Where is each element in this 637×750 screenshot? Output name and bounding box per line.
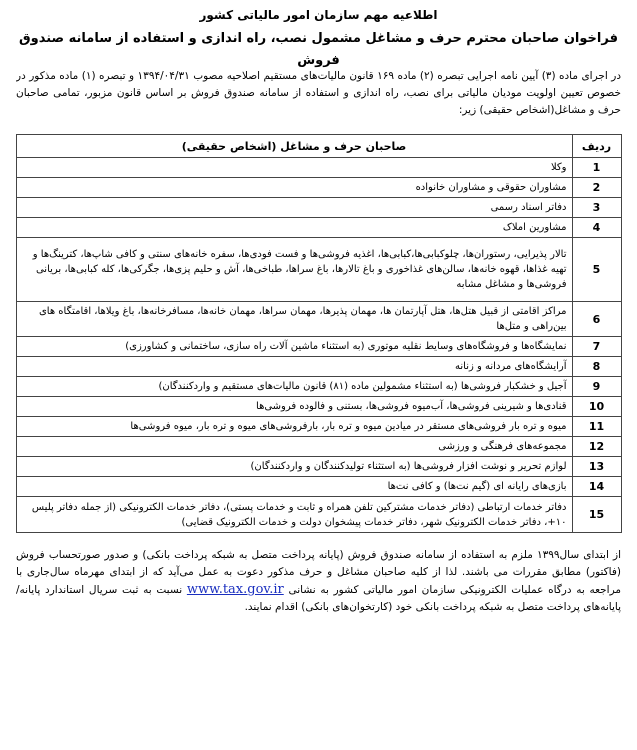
footer-paragraph: [16, 547, 621, 616]
table-row: [16, 497, 621, 533]
row-text: لوازم تحریر و نوشت افزار فروشی‌ها (به استثناء تولیدکنندگان و واردکنندگان): [16, 457, 572, 477]
footer-text-part1: از ابتدای سال۱۳۹۹ ملزم به استفاده از سامانه صندوق فروش (پایانه پرداخت متصل به شبکه پرداخت بانکی) و صدور صورتحساب فروش (فاکتور) مطابق مقررات می باشند. لذا از کلیه صاحبان مشاغل و حرف مذکور دعوت به عمل می‌آید که از ابتدای مهرماه سال‌جاری با مراجعه به درگاه عملیات الکترونیکی سازمان امور مالیاتی کشور به نشانی: [16, 549, 622, 596]
intro-paragraph: در اجرای ماده (۳) آیین نامه اجرایی تبصره (۲) ماده ۱۶۹ قانون مالیات‌های مستقیم اصلاحیه مصوب ۱۳۹۴/۰۴/۳۱ و تبصره (۱) ماده مذکور در خصوص تعیین اولویت مودیان مالیاتی برای نصب، راه اندازی و استفاده از سامانه صندوق فروش بر اساس قانون مزبور، تمامی صاحبان حرف و مشاغل(اشخاص حقیقی) زیر:: [16, 70, 621, 116]
notice-title: فراخوان صاحبان محترم حرف و مشاغل مشمول نصب، راه اندازی و استفاده از سامانه صندوق فروش: [19, 31, 618, 68]
table-row: [16, 178, 621, 198]
row-text: مراکز اقامتی از قبیل هتل‌ها، هتل آپارتمان ها، مهمان پذیرها، مهمان سراها، مهمان خانه‌ها، مسافرخانه‌ها، باغ ویلاها، اقامتگاه های بین‌راهی و متل‌ها: [16, 302, 572, 337]
table-row: [16, 302, 621, 337]
row-number: 3: [572, 198, 621, 218]
row-number: 10: [572, 397, 621, 417]
row-text: مشاوران حقوقی و مشاوران خانواده: [16, 178, 572, 198]
row-text: وکلا: [16, 158, 572, 178]
table-row: [16, 158, 621, 178]
tax-portal-link[interactable]: www.tax.gov.ir: [186, 582, 284, 597]
column-header-row-number: ردیف: [572, 135, 621, 158]
table-row: [16, 437, 621, 457]
row-number: 14: [572, 477, 621, 497]
row-number: 6: [572, 302, 621, 337]
table-row: [16, 377, 621, 397]
row-text: بازی‌های رایانه ای (گیم نت‌ها) و کافی نت‌ها: [16, 477, 572, 497]
row-text: دفاتر اسناد رسمی: [16, 198, 572, 218]
row-text: میوه و تره بار فروشی‌های مستقر در میادین میوه و تره بار، بارفروشی‌های میوه و تره بار، میوه فروشی‌ها: [16, 417, 572, 437]
column-header-profession: صاحبان حرف و مشاغل (اشخاص حقیقی): [16, 135, 572, 158]
row-text: تالار پذیرایی، رستوران‌ها، چلوکبابی‌ها،کبابی‌ها، اغذیه فروشی‌ها و فست فودی‌ها، سفره خانه‌های سنتی و کافی شاپ‌ها، کترینگ‌ها و تهیه غذاها، قهوه خانه‌ها، سالن‌های غذاخوری و باغ تالارها، باغ سراها، طباخی‌ها، آش و حلیم پزی‌ها، جگرکی‌ها، کله کبابی‌ها، بریانی فروشی‌ها و مشاغل مشابه: [16, 238, 572, 302]
row-text: نمایشگاه‌ها و فروشگاه‌های وسایط نقلیه موتوری (به استثناء ماشین آلات راه سازی، ساختمانی و کشاورزی): [16, 337, 572, 357]
row-number: 2: [572, 178, 621, 198]
row-number: 1: [572, 158, 621, 178]
row-number: 13: [572, 457, 621, 477]
table-row: [16, 218, 621, 238]
row-number: 12: [572, 437, 621, 457]
notice-heading: اطلاعیه مهم سازمان امور مالیاتی کشور: [199, 8, 438, 22]
row-number: 15: [572, 497, 621, 533]
table-row: [16, 357, 621, 377]
row-number: 4: [572, 218, 621, 238]
table-row: [16, 457, 621, 477]
table-row: [16, 337, 621, 357]
row-number: 9: [572, 377, 621, 397]
footer-text-part2: نسبت به ثبت سریال استاندارد پایانه/پایانه‌های پرداخت متصل به شبکه پرداخت بانکی خود (کارتخوان‌های بانکی) اقدام نمایند.: [16, 584, 621, 613]
row-number: 8: [572, 357, 621, 377]
row-text: قنادی‌ها و شیرینی فروشی‌ها، آب‌میوه فروشی‌ها، بستنی و فالوده فروشی‌ها: [16, 397, 572, 417]
table-row: [16, 417, 621, 437]
table-row: [16, 198, 621, 218]
table-header-row: [16, 135, 621, 158]
row-text: مشاورین املاک: [16, 218, 572, 238]
row-text: آرایشگاه‌های مردانه و زنانه: [16, 357, 572, 377]
row-number: 11: [572, 417, 621, 437]
row-text: دفاتر خدمات ارتباطی (دفاتر خدمات مشترکین تلفن همراه و ثابت و خدمات پستی)، دفاتر خدمات الکترونیکی (از جمله دفاتر پلیس ۱۰+، دفاتر خدمات الکترونیک شهر، دفاتر خدمات پیشخوان دولت و خدمات الکترونیک قضایی): [16, 497, 572, 533]
row-text: مجموعه‌های فرهنگی و ورزشی: [16, 437, 572, 457]
table-row: [16, 238, 621, 302]
table-row: [16, 397, 621, 417]
table-row: [16, 477, 621, 497]
row-number: 7: [572, 337, 621, 357]
professions-table: [16, 134, 622, 533]
row-number: 5: [572, 238, 621, 302]
row-text: آجیل و خشکبار فروشی‌ها (به استثناء مشمولین ماده (۸۱) قانون مالیات‌های مستقیم و واردکنندگان): [16, 377, 572, 397]
